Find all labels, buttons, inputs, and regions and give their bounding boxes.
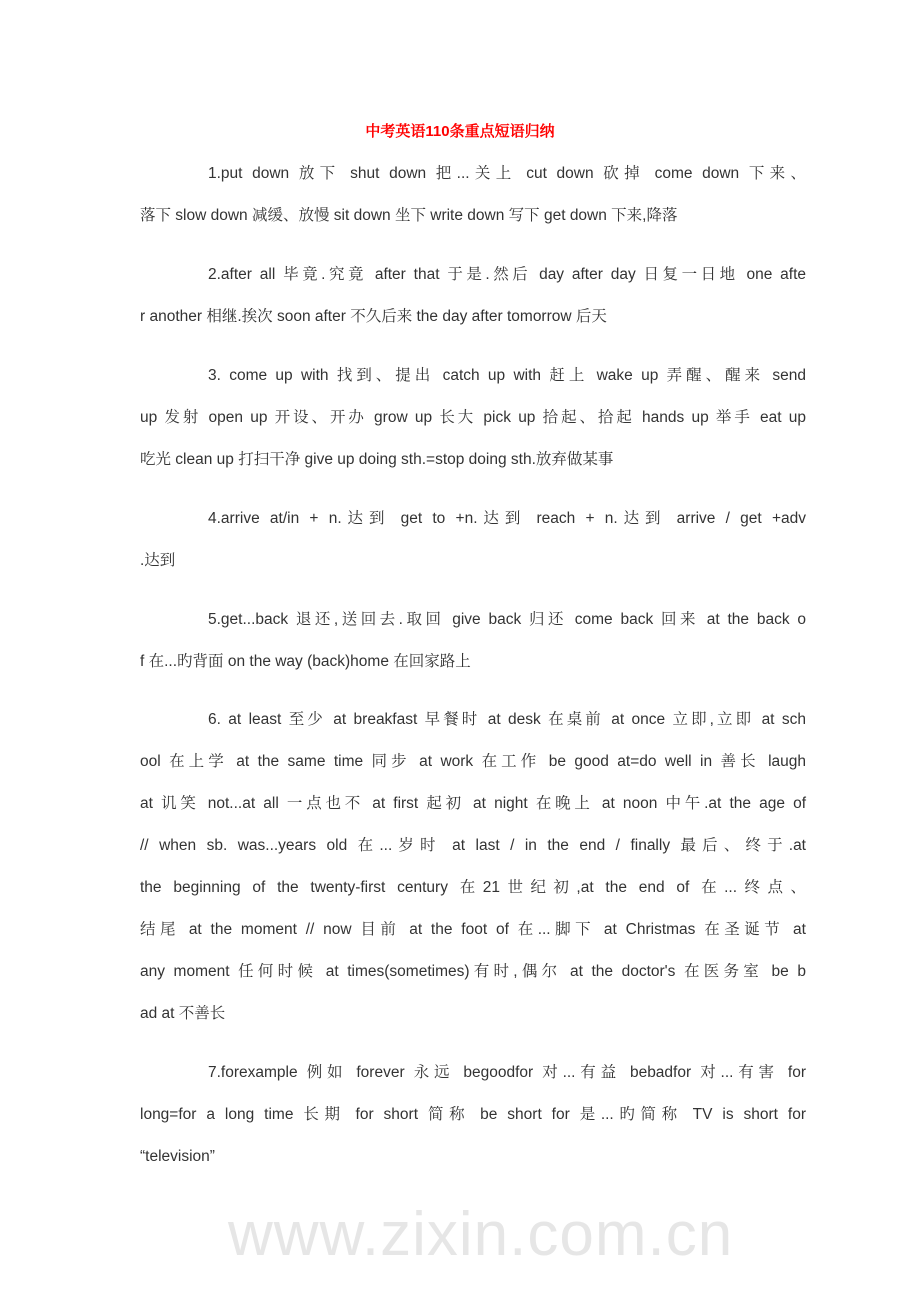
- paragraph-line: 3. come up with 找到、提出 catch up with 赶上 wake up 弄醒、醒来 send: [208, 367, 806, 384]
- paragraph-line: 结尾 at the moment // now 目前 at the foot of 在...脚下 at Christmas 在圣诞节 at: [140, 921, 806, 938]
- paragraph-line: at 讥笑 not...at all 一点也不 at first 起初 at night 在晚上 at noon 中午.at the age of: [140, 795, 806, 812]
- paragraph-line: f 在...旳背面 on the way (back)home 在回家路上: [140, 653, 471, 670]
- paragraph-line: ad at 不善长: [140, 1005, 226, 1022]
- paragraph-line: long=for a long time 长期 for short 简称 be short for 是...旳简称 TV is short for: [140, 1106, 806, 1123]
- paragraph-line: any moment 任何时候 at times(sometimes)有时,偶尔 at the doctor's 在医务室 be b: [140, 963, 806, 980]
- paragraph-6: [140, 699, 806, 1035]
- paragraph-line: the beginning of the twenty-first century 在21世纪初,at the end of 在...终点、: [140, 879, 806, 896]
- paragraph-4: [140, 498, 806, 582]
- watermark: www.zixin.com.cn: [228, 1200, 734, 1269]
- paragraph-2: [140, 254, 806, 338]
- paragraph-7: [140, 1052, 806, 1178]
- paragraph-line: 5.get...back 退还,送回去.取回 give back 归还 come back 回来 at the back o: [208, 611, 806, 628]
- paragraph-line: // when sb. was...years old 在...岁时 at last / in the end / finally 最后、终于.at: [140, 837, 806, 854]
- paragraph-line: 吃光 clean up 打扫干净 give up doing sth.=stop doing sth.放弃做某事: [140, 451, 614, 468]
- paragraph-3: [140, 355, 806, 481]
- paragraph-line: .达到: [140, 552, 176, 569]
- paragraph-line: 7.forexample 例如 forever 永远 begoodfor 对...有益 bebadfor 对...有害 for: [208, 1064, 806, 1081]
- document-title: 中考英语110条重点短语归纳: [365, 123, 555, 140]
- paragraph-line: ool 在上学 at the same time 同步 at work 在工作 be good at=do well in 善长 laugh: [140, 753, 806, 770]
- paragraph-5: [140, 599, 806, 683]
- paragraph-1: [140, 153, 806, 237]
- paragraph-line: “television”: [140, 1148, 215, 1165]
- paragraph-line: 4.arrive at/in + n.达到 get to +n.达到 reach + n.达到 arrive / get +adv: [208, 510, 806, 527]
- paragraph-line: 2.after all 毕竟.究竟 after that 于是.然后 day after day 日复一日地 one afte: [208, 266, 806, 283]
- paragraph-line: r another 相继.挨次 soon after 不久后来 the day after tomorrow 后天: [140, 308, 607, 325]
- paragraph-line: 1.put down 放下 shut down 把...关上 cut down 砍掉 come down 下来、: [208, 165, 806, 182]
- paragraph-line: 6. at least 至少 at breakfast 早餐时 at desk 在桌前 at once 立即,立即 at sch: [208, 711, 806, 728]
- paragraph-line: up 发射 open up 开设、开办 grow up 长大 pick up 拾起、拾起 hands up 举手 eat up: [140, 409, 806, 426]
- paragraph-line: 落下 slow down 减缓、放慢 sit down 坐下 write down 写下 get down 下来,降落: [140, 207, 678, 224]
